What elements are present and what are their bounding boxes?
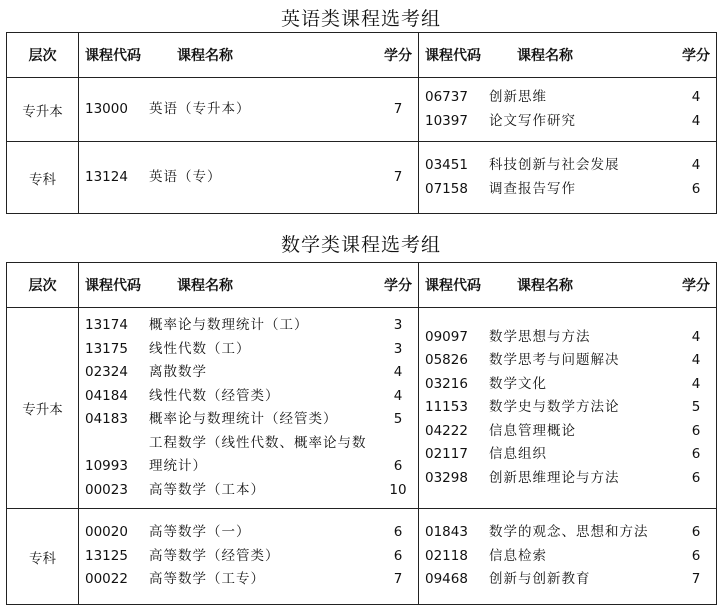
course-code: 04222 xyxy=(425,422,468,439)
table-row xyxy=(7,78,717,142)
course-credit: 5 xyxy=(393,411,403,427)
header-name: 课程名称 xyxy=(177,48,233,64)
course-code: 09468 xyxy=(425,571,468,588)
course-name: 论文写作研究 xyxy=(489,112,576,129)
course-list xyxy=(79,515,418,598)
course-name: 概率论与数理统计（经管类） xyxy=(149,411,338,427)
course-name: 信息管理概论 xyxy=(489,422,576,439)
course-list xyxy=(419,320,716,497)
course-entry xyxy=(79,432,418,479)
course-name: 科技创新与社会发展 xyxy=(489,157,620,173)
english-course-table xyxy=(6,32,717,214)
level-cell: 专升本 xyxy=(7,78,79,142)
course-entry xyxy=(79,361,418,385)
course-entry xyxy=(79,521,418,545)
course-credit: 7 xyxy=(691,571,701,588)
course-entry xyxy=(419,545,716,569)
course-entry xyxy=(419,178,716,202)
course-name: 线性代数（经管类） xyxy=(149,387,280,404)
course-code: 13124 xyxy=(85,168,128,185)
header-code: 课程代码 xyxy=(425,278,481,294)
course-credit: 4 xyxy=(393,387,403,404)
course-credit: 6 xyxy=(691,524,701,541)
course-code: 11153 xyxy=(425,399,468,416)
course-code: 04183 xyxy=(85,411,128,427)
course-entry xyxy=(419,154,716,178)
right-course-cell xyxy=(419,308,717,509)
math-group-title: 数学类课程选考组 xyxy=(280,234,441,256)
course-code: 13125 xyxy=(85,547,128,564)
course-credit: 3 xyxy=(393,317,403,333)
left-course-cell xyxy=(79,509,419,605)
course-entry xyxy=(419,443,716,467)
level-cell: 专科 xyxy=(7,509,79,605)
header-code: 课程代码 xyxy=(85,48,141,64)
course-entry xyxy=(419,420,716,444)
course-code: 09097 xyxy=(425,328,468,345)
header-left xyxy=(79,33,419,78)
course-name: 数学文化 xyxy=(489,375,547,392)
header-code: 课程代码 xyxy=(85,278,141,294)
course-entry xyxy=(79,98,418,122)
course-entry xyxy=(419,373,716,397)
course-credit: 7 xyxy=(393,100,403,117)
right-course-cell xyxy=(419,509,717,605)
course-name: 信息组织 xyxy=(489,446,547,463)
course-credit: 6 xyxy=(691,180,701,197)
course-code: 10397 xyxy=(425,112,468,129)
course-code: 13174 xyxy=(85,317,128,333)
course-entry xyxy=(79,568,418,592)
course-name: 线性代数（工） xyxy=(149,340,251,357)
course-code: 02117 xyxy=(425,446,468,463)
course-credit: 4 xyxy=(393,364,403,380)
course-code: 06737 xyxy=(425,89,468,105)
course-code: 04184 xyxy=(85,387,128,404)
course-name: 英语（专） xyxy=(149,168,222,185)
course-list xyxy=(79,92,418,128)
header-code: 课程代码 xyxy=(425,48,481,64)
course-name: 高等数学（工本） xyxy=(149,481,265,498)
course-name: 高等数学（经管类） xyxy=(149,547,280,564)
header-credit: 学分 xyxy=(682,278,710,294)
header-name: 课程名称 xyxy=(517,48,573,64)
course-code: 03216 xyxy=(425,375,468,392)
course-credit: 10 xyxy=(389,481,407,498)
table-header-row xyxy=(7,263,717,308)
course-name: 概率论与数理统计（工） xyxy=(149,317,309,333)
course-code: 00023 xyxy=(85,481,128,498)
header-left xyxy=(79,263,419,308)
math-course-table xyxy=(6,262,717,605)
course-code: 03298 xyxy=(425,469,468,486)
course-credit: 4 xyxy=(691,328,701,345)
course-code: 00022 xyxy=(85,571,128,588)
course-entry xyxy=(419,396,716,420)
course-credit: 4 xyxy=(691,352,701,369)
course-name: 高等数学（工专） xyxy=(149,571,265,588)
course-credit: 4 xyxy=(691,157,701,173)
header-credit: 学分 xyxy=(384,278,412,294)
course-list xyxy=(419,80,716,139)
course-entry xyxy=(419,467,716,491)
course-list xyxy=(79,308,418,508)
header-right xyxy=(419,263,717,308)
course-name: 高等数学（一） xyxy=(149,524,251,541)
course-name: 数学的观念、思想和方法 xyxy=(489,524,649,541)
header-name: 课程名称 xyxy=(177,278,233,294)
course-name: 英语（专升本） xyxy=(149,100,251,117)
course-credit: 6 xyxy=(691,547,701,564)
course-entry xyxy=(79,166,418,190)
course-entry xyxy=(419,326,716,350)
course-credit: 6 xyxy=(691,446,701,463)
table-row xyxy=(7,308,717,509)
course-entry xyxy=(419,86,716,110)
course-name: 创新思维理论与方法 xyxy=(489,469,620,486)
course-credit: 4 xyxy=(691,375,701,392)
left-course-cell xyxy=(79,78,419,142)
course-code: 02324 xyxy=(85,364,128,380)
level-cell: 专科 xyxy=(7,142,79,214)
course-credit: 6 xyxy=(393,524,403,541)
header-name: 课程名称 xyxy=(517,278,573,294)
course-code: 05826 xyxy=(425,352,468,369)
course-credit: 4 xyxy=(691,89,701,105)
course-code: 01843 xyxy=(425,524,468,541)
course-name: 创新与创新教育 xyxy=(489,571,591,588)
course-entry xyxy=(79,545,418,569)
right-course-cell xyxy=(419,142,717,214)
course-credit: 3 xyxy=(393,340,403,357)
course-entry xyxy=(79,385,418,409)
course-list xyxy=(79,160,418,196)
course-name: 数学思考与问题解决 xyxy=(489,352,620,369)
course-entry xyxy=(419,521,716,545)
course-credit: 4 xyxy=(691,112,701,129)
level-cell: 专升本 xyxy=(7,308,79,509)
left-course-cell xyxy=(79,308,419,509)
right-course-cell xyxy=(419,78,717,142)
course-credit: 7 xyxy=(393,571,403,588)
course-code: 02118 xyxy=(425,547,468,564)
course-name: 离散数学 xyxy=(149,364,207,380)
table-row xyxy=(7,142,717,214)
header-level: 层次 xyxy=(7,33,79,78)
course-list xyxy=(419,148,716,207)
course-list xyxy=(419,515,716,598)
english-group-title: 英语类课程选考组 xyxy=(280,8,441,30)
course-code: 13175 xyxy=(85,340,128,357)
course-name: 数学史与数学方法论 xyxy=(489,399,620,416)
header-credit: 学分 xyxy=(384,48,412,64)
header-credit: 学分 xyxy=(682,48,710,64)
course-entry xyxy=(79,479,418,503)
course-entry xyxy=(419,349,716,373)
header-level: 层次 xyxy=(7,263,79,308)
table-row xyxy=(7,509,717,605)
course-name: 信息检索 xyxy=(489,547,547,564)
course-credit: 6 xyxy=(691,469,701,486)
course-code: 03451 xyxy=(425,157,468,173)
course-credit: 7 xyxy=(393,168,403,185)
course-entry xyxy=(79,408,418,432)
left-course-cell xyxy=(79,142,419,214)
course-entry xyxy=(79,314,418,338)
course-code: 07158 xyxy=(425,180,468,197)
course-credit: 5 xyxy=(691,399,701,416)
course-code: 00020 xyxy=(85,524,128,541)
course-name: 调查报告写作 xyxy=(489,180,576,197)
course-name: 创新思维 xyxy=(489,89,547,105)
header-right xyxy=(419,33,717,78)
course-code: 13000 xyxy=(85,100,128,117)
course-credit: 6 xyxy=(393,547,403,564)
course-name: 工程数学（线性代数、概率论与数理统计） xyxy=(149,434,367,474)
course-credit: 6 xyxy=(393,458,403,474)
course-name: 数学思想与方法 xyxy=(489,328,591,345)
course-entry xyxy=(419,568,716,592)
course-entry xyxy=(79,338,418,362)
course-credit: 6 xyxy=(691,422,701,439)
course-code: 10993 xyxy=(85,458,128,474)
table-header-row xyxy=(7,33,717,78)
course-entry xyxy=(419,110,716,134)
